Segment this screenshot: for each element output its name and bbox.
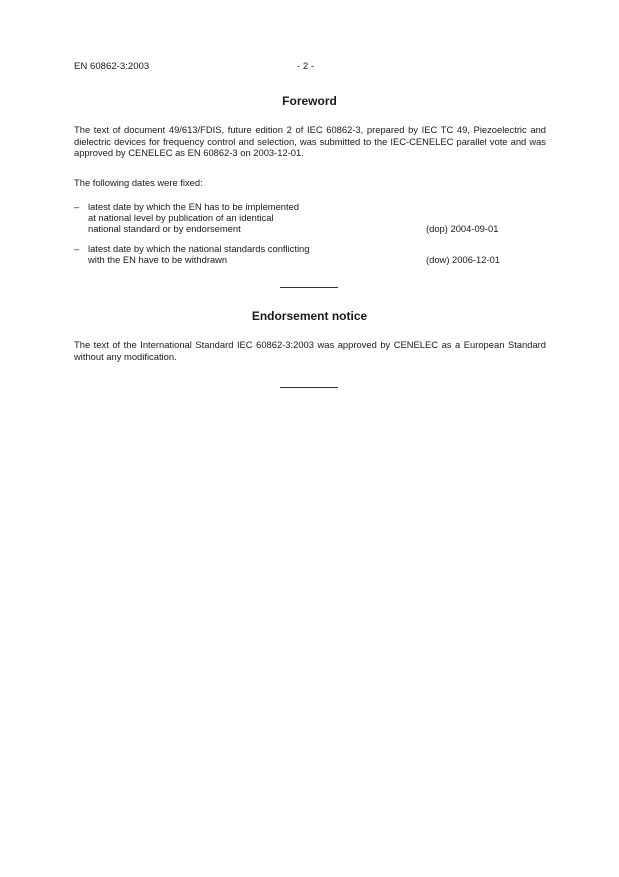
document-identifier: EN 60862-3:2003: [74, 61, 150, 72]
endorsement-heading: Endorsement notice: [251, 309, 368, 323]
foreword-heading: Foreword: [282, 94, 337, 108]
section-divider: [280, 287, 338, 288]
end-divider: [280, 387, 338, 388]
list-item-line: national standard or by endorsement: [88, 223, 241, 234]
dop-date: (dop) 2004-09-01: [426, 223, 499, 234]
dow-date: (dow) 2006-12-01: [426, 254, 501, 265]
dates-intro: The following dates were fixed:: [74, 177, 203, 188]
foreword-paragraph: The text of document 49/613/FDIS, future edition 2 of IEC 60862-3, prepared by IEC TC 49, Piezoelectric and dielectric devices for frequency control and selection, was submitted to the IEC-CENELEC parallel vote and was approved by CENELEC as EN 60862-3 on 2003-12-01.: [74, 124, 546, 158]
page-number: - 2 -: [297, 61, 315, 72]
list-item-line: with the EN have to be withdrawn: [88, 254, 228, 265]
list-item-text: [88, 243, 408, 265]
list-dash: –: [74, 243, 80, 254]
list-item-line: latest date by which the national standards conflicting: [88, 243, 310, 254]
list-item-line: latest date by which the EN has to be implemented: [88, 201, 300, 212]
list-item-line: at national level by publication of an identical: [88, 212, 274, 223]
endorsement-paragraph: The text of the International Standard IEC 60862-3:2003 was approved by CENELEC as a European Standard without any modification.: [74, 339, 546, 362]
list-dash: –: [74, 201, 80, 212]
list-item-text: [88, 201, 408, 234]
